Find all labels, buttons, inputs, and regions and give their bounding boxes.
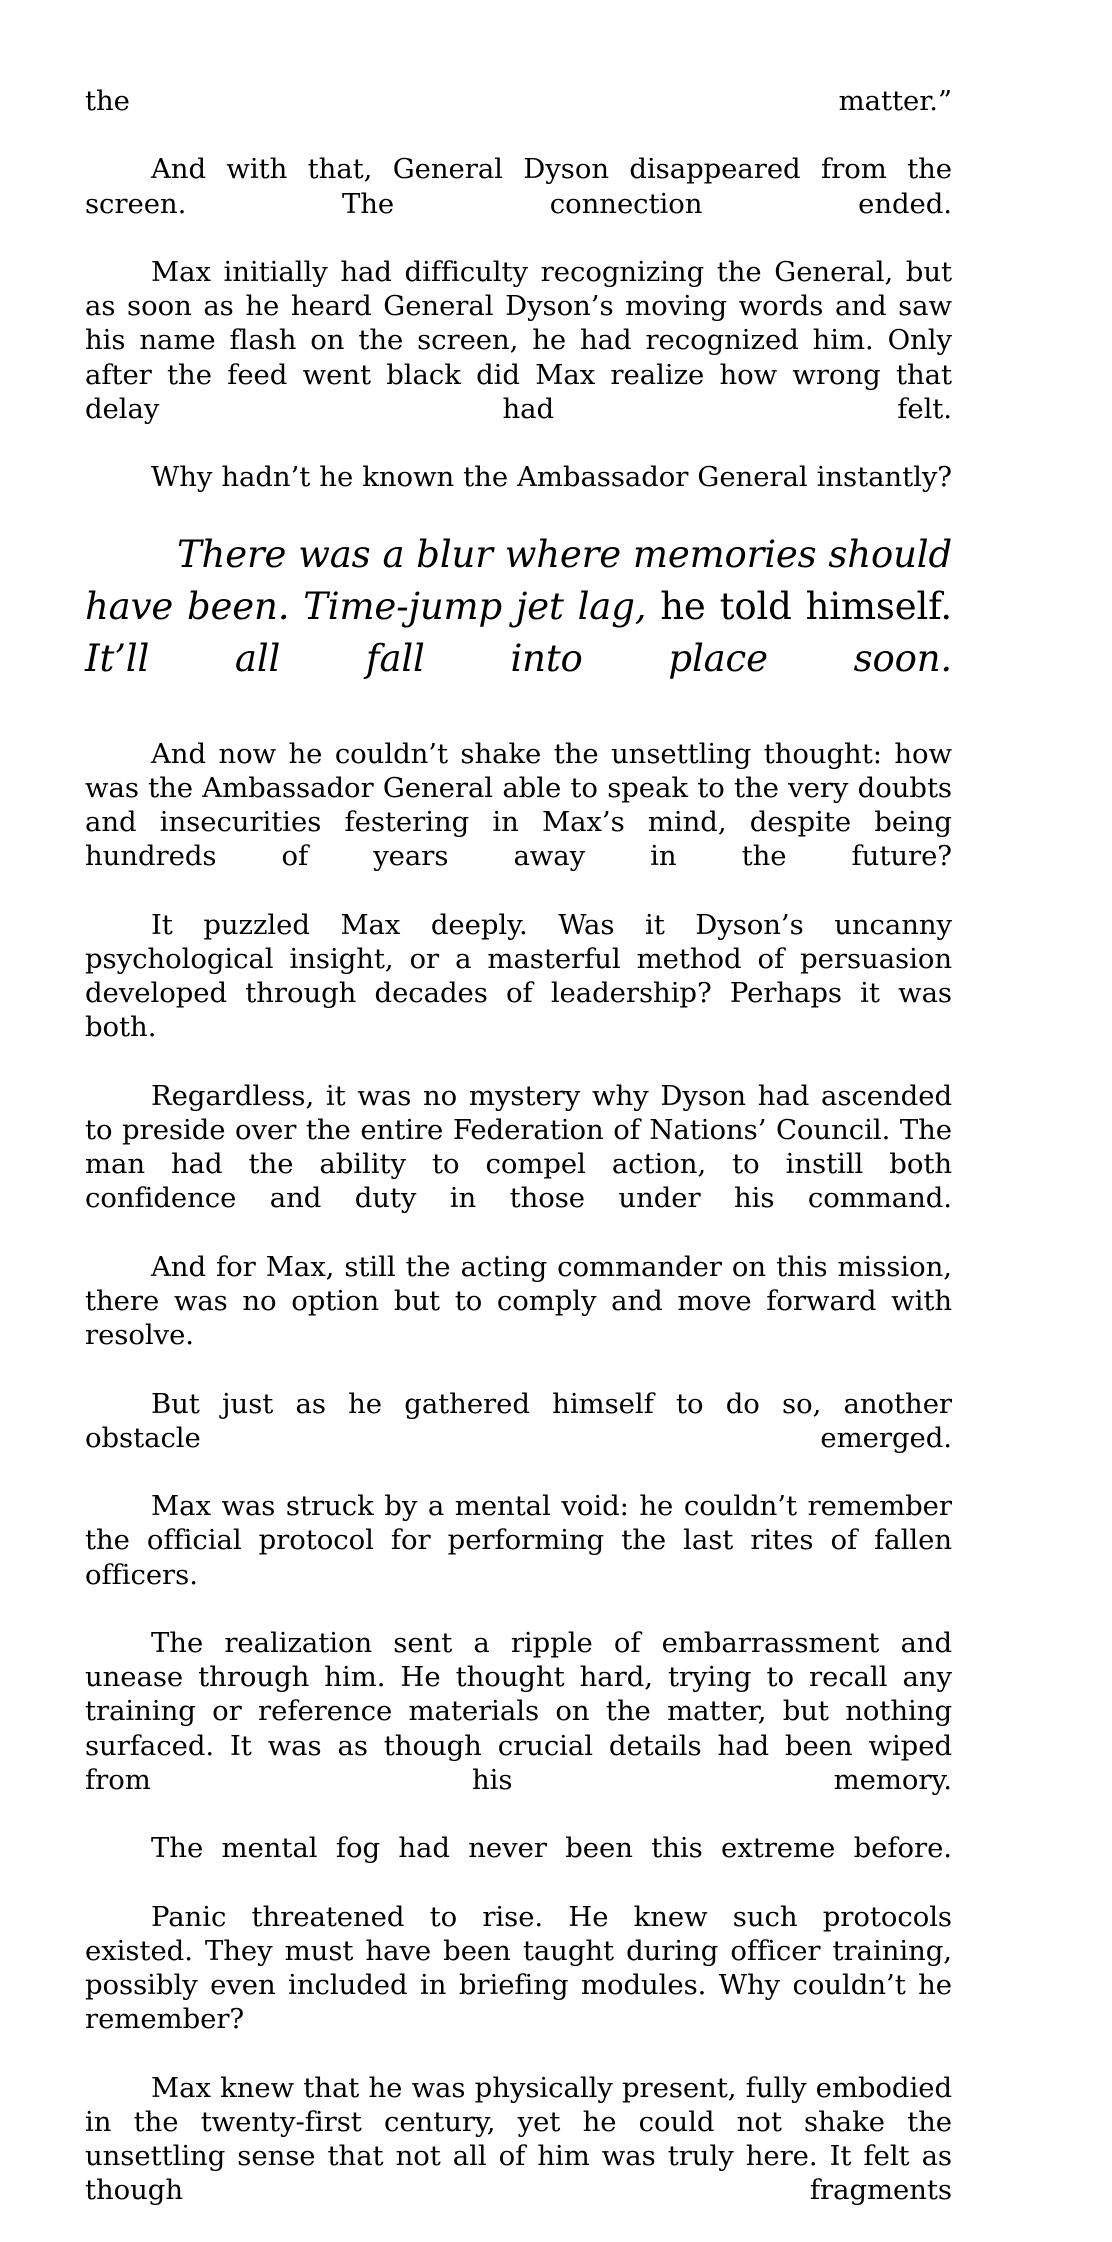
page-text-block — [85, 84, 952, 2242]
paragraph: the matter.” — [85, 85, 952, 117]
paragraph: The realization sent a ripple of embarrassment and unease through him. He thought hard, trying to recall any training or reference materials on the matter, but nothing surfaced. It was as though crucial details had been wiped from his memory. — [85, 1626, 952, 1796]
paragraph: Panic threatened to rise. He knew such protocols existed. They must have been taught during officer training, possibly even included in briefing modules. Why couldn’t he remember? — [85, 1900, 952, 2036]
paragraph: Max initially had difficulty recognizing the General, but as soon as he heard General Dyson’s moving words and saw his name flash on the screen, he had recognized him. Only after the feed went black did Max realize how wrong that delay had felt. — [85, 256, 952, 425]
paragraph: Max knew that he was physically present, fully embodied in the twenty-first century, yet he could not shake the unsettling sense that not all of him was truly here. It felt as though fragments — [85, 2071, 952, 2207]
paragraph: But just as he gathered himself to do so, another obstacle emerged. — [85, 1387, 952, 1454]
paragraph: Why hadn’t he known the Ambassador General instantly? — [151, 461, 952, 494]
paragraph: Regardless, it was no mystery why Dyson had ascended to preside over the entire Federation of Nations’ Council. The man had the ability to compel action, to instill both confidence and duty in those under his command. — [85, 1079, 952, 1215]
paragraph: It puzzled Max deeply. Was it Dyson’s uncanny psychological insight, or a masterful method of persuasion developed through decades of leadership? Perhaps it was both. — [85, 908, 952, 1044]
emphasis-segment-roman-attribution: he told himself. — [646, 584, 952, 628]
paragraph: Max was struck by a mental void: he couldn’t remember the official protocol for performing the last rites of fallen officers. — [85, 1490, 952, 1591]
paragraph: And for Max, still the acting commander on this mission, there was no option but to comply and move forward with resolve. — [85, 1250, 952, 1352]
paragraph: And now he couldn’t shake the unsettling thought: how was the Ambassador General able to speak to the very doubts and insecurities festering in Max’s mind, despite being hundreds of years away in the future? — [85, 737, 952, 873]
emphasized-inner-monologue — [85, 529, 952, 737]
emphasis-segment-italic-opening: There was a blur where memories should have been. Time-jump jet lag, — [85, 532, 952, 628]
paragraph: The mental fog had never been this extreme before. — [151, 1832, 952, 1865]
emphasis-segment-italic-closing: It’ll all fall into place soon. — [85, 636, 952, 680]
paragraph: And with that, General Dyson disappeared from the screen. The connection ended. — [85, 153, 952, 220]
